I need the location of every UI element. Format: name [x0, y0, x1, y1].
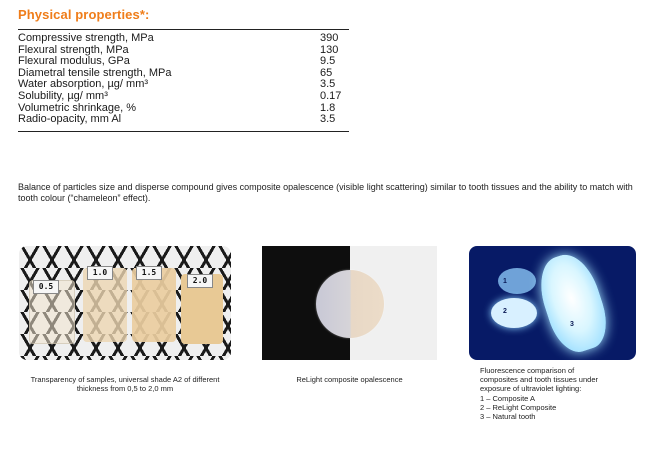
thickness-label: 1.5 — [136, 266, 162, 280]
caption-line: Fluorescence comparison of — [480, 366, 575, 375]
section-title: Physical properties*: — [18, 7, 150, 22]
property-name: Flexural strength, MPa — [18, 43, 129, 56]
caption-line: 1 – Composite A — [480, 393, 536, 403]
property-row — [18, 114, 349, 126]
fluorescence-photo — [469, 246, 636, 360]
property-name: Water absorption, µg/ mm³ — [18, 78, 149, 91]
caption-line: composites and tooth tissues under — [480, 375, 598, 385]
properties-table — [18, 29, 349, 132]
property-name: Volumetric shrinkage, % — [18, 101, 136, 114]
thickness-label: 2.0 — [187, 274, 213, 288]
marker-1: 1 — [503, 278, 507, 285]
property-name: Flexural modulus, GPa — [18, 55, 130, 68]
property-value: 3.5 — [320, 78, 336, 91]
thickness-label: 1.0 — [87, 266, 113, 280]
composite-disc — [316, 270, 384, 338]
thickness-label: 0.5 — [33, 280, 59, 294]
opalescence-caption: ReLight composite opalescence — [296, 375, 403, 384]
intro-paragraph: Balance of particles size and disperse compound gives composite opalescence (visible light scattering) similar to tooth tissues and the ability to match with tooth colour (“chameleon” effect). — [18, 182, 633, 203]
property-value: 0.17 — [320, 89, 342, 102]
property-name: Diametral tensile strength, MPa — [18, 66, 172, 79]
property-value: 3.5 — [320, 113, 336, 126]
property-value: 65 — [320, 66, 333, 79]
transparency-samples-photo — [19, 246, 231, 360]
property-name: Compressive strength, MPa — [18, 32, 154, 44]
property-value: 1.8 — [320, 101, 336, 114]
opalescence-photo — [262, 246, 437, 360]
property-row — [18, 33, 349, 45]
property-name: Solubility, µg/ mm³ — [18, 89, 108, 102]
property-row — [18, 91, 349, 103]
fluorescence-caption — [480, 366, 650, 421]
caption-line: 3 – Natural tooth — [480, 412, 536, 422]
relight-disc — [491, 298, 537, 328]
property-value: 9.5 — [320, 55, 336, 68]
caption-line: exposure of ultraviolet lighting: — [480, 384, 582, 394]
marker-3: 3 — [570, 321, 574, 328]
property-name: Radio-opacity, mm Al — [18, 113, 122, 126]
property-value: 130 — [320, 43, 339, 56]
transparency-caption: Transparency of samples, universal shade A2 of different thickness from 0,5 to 2,0 mm — [30, 375, 220, 394]
marker-2: 2 — [503, 308, 507, 315]
natural-tooth — [531, 248, 615, 359]
property-value: 390 — [320, 32, 339, 44]
caption-line: 2 – ReLight Composite — [480, 402, 557, 412]
